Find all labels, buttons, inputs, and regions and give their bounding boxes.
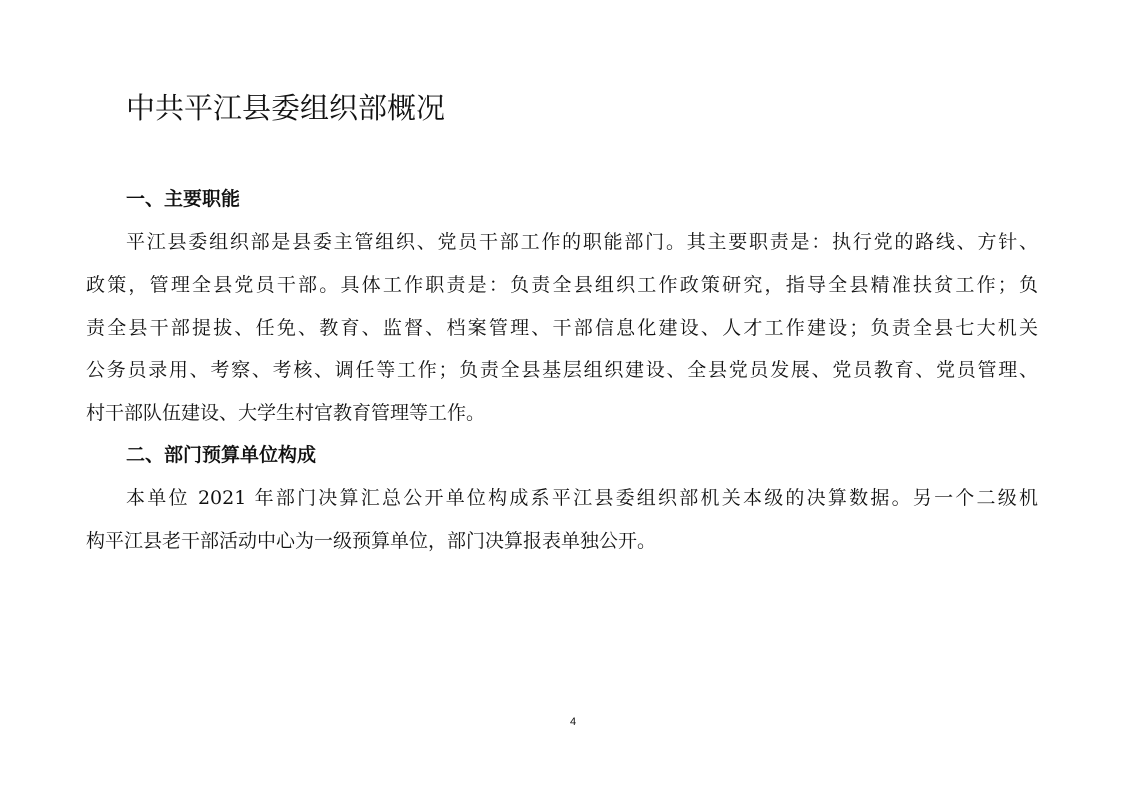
paragraph-line: 平江县委组织部是县委主管组织、党员干部工作的职能部门。其主要职责是：执行党的路线、方针、 [126, 231, 1038, 253]
paragraph-line: 村干部队伍建设、大学生村官教育管理等工作。 [86, 402, 486, 424]
paragraph-line: 本单位 2021 年部门决算汇总公开单位构成系平江县委组织部机关本级的决算数据。另一个二级机 [126, 487, 1038, 509]
section-heading-main-functions: 一、主要职能 [126, 188, 241, 210]
document-title: 中共平江县委组织部概况 [126, 91, 446, 125]
paragraph-line: 构平江县老干部活动中心为一级预算单位，部门决算报表单独公开。 [86, 530, 657, 552]
paragraph-line: 政策，管理全县党员干部。具体工作职责是：负责全县组织工作政策研究，指导全县精准扶贫工作；负 [86, 274, 1038, 296]
page-number: 4 [569, 716, 577, 728]
section-heading-budget-units: 二、部门预算单位构成 [126, 444, 317, 466]
paragraph-line: 公务员录用、考察、考核、调任等工作；负责全县基层组织建设、全县党员发展、党员教育、党员管理、 [86, 359, 1038, 381]
paragraph-line: 责全县干部提拔、任免、教育、监督、档案管理、干部信息化建设、人才工作建设；负责全县七大机关 [86, 317, 1038, 339]
